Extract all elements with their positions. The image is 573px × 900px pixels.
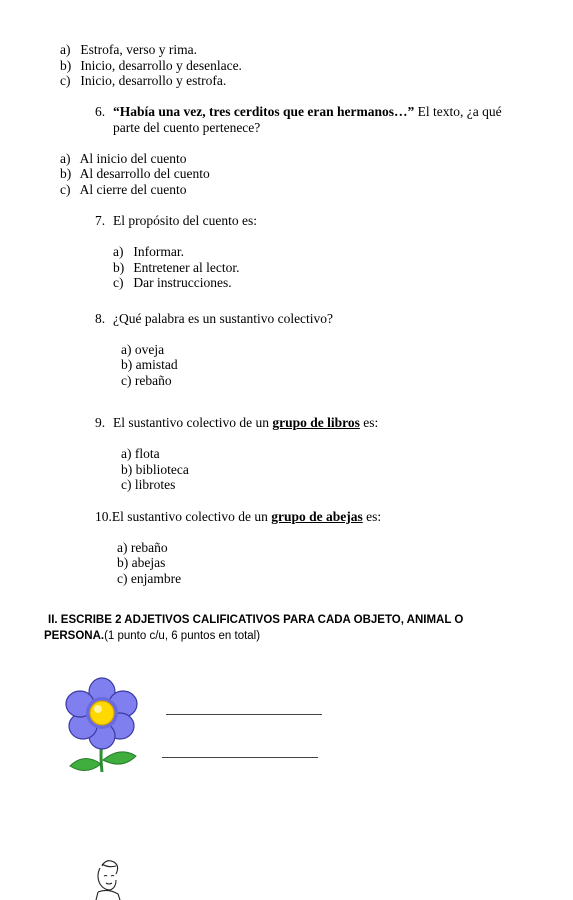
section-2-subtitle: PERSONA.(1 punto c/u, 6 puntos en total) bbox=[44, 630, 261, 642]
q9-option-a: a) flota bbox=[121, 446, 160, 461]
flower-center bbox=[90, 701, 114, 725]
q6-option-b: b) Al desarrollo del cuento bbox=[60, 166, 210, 181]
section-2-title: II. ESCRIBE 2 ADJETIVOS CALIFICATIVOS PARA CADA OBJETO, ANIMAL O bbox=[48, 614, 464, 626]
q9-question: 9. El sustantivo colectivo de un grupo de libros es: bbox=[95, 415, 379, 430]
q8-question: 8. ¿Qué palabra es un sustantivo colectivo? bbox=[95, 311, 334, 326]
q10-question: 10.El sustantivo colectivo de un grupo de abejas es: bbox=[95, 509, 382, 524]
answer-blank-1[interactable] bbox=[166, 714, 322, 715]
q10-option-c: c) enjambre bbox=[117, 571, 182, 586]
q5-option-a: a) Estrofa, verso y rima. bbox=[60, 42, 197, 57]
q7-option-b: b) Entretener al lector. bbox=[113, 260, 240, 275]
q9-option-b: b) biblioteca bbox=[121, 462, 189, 477]
q6-option-a: a) Al inicio del cuento bbox=[60, 151, 187, 166]
q5-option-b: b) Inicio, desarrollo y desenlace. bbox=[60, 58, 242, 73]
flower-icon bbox=[64, 676, 140, 776]
flower-highlight bbox=[94, 705, 102, 713]
q8-option-c: c) rebaño bbox=[121, 373, 172, 388]
person-sketch-icon bbox=[88, 856, 128, 900]
answer-blank-2[interactable] bbox=[162, 757, 318, 758]
q7-option-a: a) Informar. bbox=[113, 244, 184, 259]
q9-option-c: c) librotes bbox=[121, 477, 176, 492]
q6-question-line2: parte del cuento pertenece? bbox=[113, 120, 261, 135]
q6-question: 6. “Había una vez, tres cerditos que eran hermanos…” El texto, ¿a qué bbox=[95, 104, 502, 119]
q8-option-a: a) oveja bbox=[121, 342, 165, 357]
q8-option-b: b) amistad bbox=[121, 357, 178, 372]
q7-option-c: c) Dar instrucciones. bbox=[113, 275, 232, 290]
q10-option-b: b) abejas bbox=[117, 555, 166, 570]
q5-option-c: c) Inicio, desarrollo y estrofa. bbox=[60, 73, 227, 88]
q7-question: 7. El propósito del cuento es: bbox=[95, 213, 257, 228]
q6-option-c: c) Al cierre del cuento bbox=[60, 182, 187, 197]
q10-option-a: a) rebaño bbox=[117, 540, 168, 555]
